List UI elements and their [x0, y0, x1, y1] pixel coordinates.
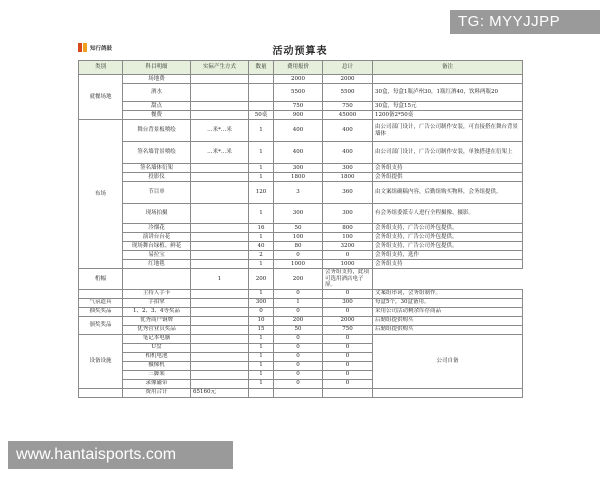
quantity-cell: 300: [249, 298, 274, 307]
budget-table: [78, 60, 523, 398]
table-row: [79, 269, 523, 290]
note-cell: 由公司部门设计，广告公司制作安装，单独搭建在衍架上: [373, 142, 523, 164]
price-cell: 300: [274, 204, 323, 224]
quantity-cell: 120: [249, 182, 274, 204]
total-cell: 0: [323, 352, 373, 361]
price-cell: 1800: [274, 173, 323, 182]
table-row: [79, 204, 523, 224]
method-cell: [191, 370, 249, 379]
quantity-cell: 50桌: [249, 111, 274, 120]
total-row-empty: [274, 388, 323, 397]
table-body: [79, 75, 523, 389]
total-cell: 3200: [323, 242, 373, 251]
quantity-cell: 40: [249, 242, 274, 251]
item-cell: 现场舞台绿植、鲜花: [123, 242, 191, 251]
quantity-cell: 1: [249, 120, 274, 142]
method-cell: [191, 111, 249, 120]
quantity-cell: 1: [191, 269, 249, 290]
table-row: [79, 325, 523, 334]
item-cell: 相机电池: [123, 352, 191, 361]
table-row: [79, 233, 523, 242]
table-row: [79, 260, 523, 269]
note-cell: 会务组支持，此项可选用酒店电子屏。: [323, 269, 373, 290]
note-cell: 由公司部门设计，广告公司制作安装，可直接搭在舞台背景墙体: [373, 120, 523, 142]
header-quantity: 数量: [249, 61, 274, 75]
method-cell: [191, 260, 249, 269]
price-cell: 0: [274, 343, 323, 352]
price-cell: 300: [274, 164, 323, 173]
quantity-cell: 1: [249, 233, 274, 242]
price-cell: 0: [274, 251, 323, 260]
quantity-cell: 1: [249, 142, 274, 164]
note-cell: 30盒，每盒15元: [373, 102, 523, 111]
method-cell: [191, 242, 249, 251]
category-cell: 抽奖奖品: [79, 307, 123, 316]
quantity-cell: 1: [249, 379, 274, 388]
table-row: [79, 164, 523, 173]
total-cell: 0: [323, 379, 373, 388]
item-cell: 优秀营业员奖品: [123, 325, 191, 334]
item-cell: 三脚架: [123, 370, 191, 379]
total-cell: 1800: [323, 173, 373, 182]
total-label: 费用合计: [123, 388, 191, 397]
category-cell: 气氛道具: [79, 298, 123, 307]
price-cell: 900: [274, 111, 323, 120]
item-cell: 餐费: [123, 111, 191, 120]
total-cell: 0: [323, 251, 373, 260]
quantity-cell: 1: [249, 204, 274, 224]
note-cell: 每盒5个，30盒备用。: [373, 298, 523, 307]
method-cell: [191, 182, 249, 204]
method-cell: [191, 251, 249, 260]
total-cell: 5500: [323, 84, 373, 102]
header-price: 费用报价: [274, 61, 323, 75]
table-row: [79, 307, 523, 316]
method-cell: [191, 102, 249, 111]
total-cell: 360: [323, 182, 373, 204]
quantity-cell: 1: [249, 370, 274, 379]
price-cell: 200: [274, 316, 323, 325]
note-cell: 会务组提供: [373, 173, 523, 182]
header-item: 科目明细: [123, 61, 191, 75]
category-cell: 颁奖奖品: [79, 316, 123, 334]
method-cell: [191, 307, 249, 316]
note-cell: 后勤组提供购买: [373, 325, 523, 334]
quantity-cell: 1: [249, 352, 274, 361]
total-row-blank: [79, 388, 123, 397]
price-cell: 0: [274, 307, 323, 316]
table-row: [79, 251, 523, 260]
item-cell: 摄像机: [123, 361, 191, 370]
site-watermark: www.hantaisports.com: [8, 441, 233, 469]
item-cell: 签名墙体衍架: [123, 164, 191, 173]
price-cell: 100: [274, 233, 323, 242]
price-cell: 0: [274, 352, 323, 361]
price-cell: 2000: [274, 75, 323, 84]
total-cell: 0: [323, 334, 373, 343]
table-row: [79, 334, 523, 343]
category-cell: 就餐场地: [79, 75, 123, 120]
item-cell: 甜点: [123, 102, 191, 111]
method-cell: [191, 325, 249, 334]
price-cell: 750: [274, 102, 323, 111]
telegram-badge: TG: MYYJJPP: [450, 10, 600, 34]
table-row: [79, 224, 523, 233]
quantity-cell: 1: [249, 343, 274, 352]
total-cell: 750: [323, 102, 373, 111]
item-cell: 演讲台台花: [123, 233, 191, 242]
note-cell: [373, 75, 523, 84]
table-row: [79, 242, 523, 251]
page-title: 活动预算表: [272, 46, 328, 57]
table-row: [79, 102, 523, 111]
method-cell: …米*…米: [191, 142, 249, 164]
method-cell: [191, 343, 249, 352]
total-cell: 300: [323, 298, 373, 307]
item-cell: 桁幅: [79, 269, 123, 290]
item-cell: 节目单: [123, 182, 191, 204]
quantity-cell: 1: [249, 173, 274, 182]
total-cell: 750: [323, 325, 373, 334]
note-cell: 1200备2*50桌: [373, 111, 523, 120]
price-cell: 5500: [274, 84, 323, 102]
total-cell: 0: [323, 289, 373, 298]
table-row: [79, 111, 523, 120]
note-cell: 会务组支持，广告公司外包提供。: [373, 224, 523, 233]
method-cell: …米*…米: [191, 120, 249, 142]
method-cell: [191, 204, 249, 224]
header-method: 实际产生方式: [191, 61, 249, 75]
item-cell: 优秀商户铜牌: [123, 316, 191, 325]
quantity-cell: 1: [249, 361, 274, 370]
method-cell: [191, 352, 249, 361]
price-cell: 0: [274, 334, 323, 343]
total-cell: 45000: [323, 111, 373, 120]
quantity-cell: 1: [249, 164, 274, 173]
quantity-cell: 1: [249, 289, 274, 298]
item-cell: 场地费: [123, 75, 191, 84]
item-cell: 酒水: [123, 84, 191, 102]
method-cell: [191, 316, 249, 325]
total-cell: 300: [323, 204, 373, 224]
table-row: [79, 289, 523, 298]
item-cell: 主持人手卡: [123, 289, 191, 298]
note-cell: 30盒，每盒1瓶泸州30，1瓶红酒40，饮料两瓶20: [373, 84, 523, 102]
table-row: [79, 120, 523, 142]
item-cell: 录像磁带: [123, 379, 191, 388]
price-cell: 0: [274, 370, 323, 379]
category-cell: 布场: [79, 120, 123, 269]
item-cell: 笔记本电脑: [123, 334, 191, 343]
note-cell: 采用公司活动剩余库存商品: [373, 307, 523, 316]
method-cell: [191, 84, 249, 102]
sheet-header: [78, 42, 522, 60]
total-cell: 800: [323, 224, 373, 233]
method-cell: [123, 269, 191, 290]
quantity-cell: 15: [249, 325, 274, 334]
total-cell: 400: [323, 120, 373, 142]
method-cell: [191, 75, 249, 84]
total-row: [79, 388, 523, 397]
method-cell: [191, 334, 249, 343]
quantity-cell: 16: [249, 224, 274, 233]
price-cell: 0: [274, 289, 323, 298]
table-row: [79, 316, 523, 325]
total-cell: 0: [323, 361, 373, 370]
header-category: 类别: [79, 61, 123, 75]
total-cell: 100: [323, 233, 373, 242]
method-cell: [191, 173, 249, 182]
quantity-cell: 0: [249, 307, 274, 316]
item-cell: 红地毯: [123, 260, 191, 269]
total-cell: 2000: [323, 75, 373, 84]
quantity-cell: [249, 84, 274, 102]
total-row-empty: [323, 388, 373, 397]
method-cell: [191, 164, 249, 173]
total-cell: 400: [323, 142, 373, 164]
price-cell: 1: [274, 298, 323, 307]
total-value: 65160元: [191, 388, 249, 397]
table-row: [79, 298, 523, 307]
table-row: [79, 142, 523, 164]
method-cell: [191, 233, 249, 242]
quantity-cell: 2: [249, 251, 274, 260]
item-cell: 投影仪: [123, 173, 191, 182]
price-cell: 80: [274, 242, 323, 251]
note-cell: 会务组支持，选作: [373, 251, 523, 260]
table-row: [79, 182, 523, 204]
price-cell: 400: [274, 142, 323, 164]
price-cell: 200: [249, 269, 274, 290]
method-cell: [191, 224, 249, 233]
price-cell: 1000: [274, 260, 323, 269]
price-cell: 0: [274, 361, 323, 370]
price-cell: 50: [274, 325, 323, 334]
note-cell: 会务组支持，广告公司外包提供。: [373, 242, 523, 251]
price-cell: 0: [274, 379, 323, 388]
category-cell: 设备设施: [79, 334, 123, 388]
note-cell: 公司自备: [373, 334, 523, 388]
method-cell: [191, 379, 249, 388]
item-cell: 易拉宝: [123, 251, 191, 260]
quantity-cell: [249, 102, 274, 111]
item-cell: 手拍掌: [123, 298, 191, 307]
total-cell: 0: [323, 370, 373, 379]
item-cell: 签名墙背景喷绘: [123, 142, 191, 164]
total-cell: 0: [323, 343, 373, 352]
logo-text: 知行鸽鼓: [90, 45, 113, 52]
item-cell: 现场拍摄: [123, 204, 191, 224]
table-row: [79, 84, 523, 102]
quantity-cell: 1: [249, 260, 274, 269]
table-row: [79, 173, 523, 182]
item-cell: 1、2、3、4等奖品: [123, 307, 191, 316]
category-cell: [79, 289, 123, 298]
method-cell: [191, 298, 249, 307]
total-cell: 300: [323, 164, 373, 173]
total-row-empty: [373, 388, 523, 397]
table-header-row: [79, 61, 523, 75]
price-cell: 400: [274, 120, 323, 142]
total-cell: 0: [323, 307, 373, 316]
item-cell: U盘: [123, 343, 191, 352]
method-cell: [191, 361, 249, 370]
total-row-empty: [249, 388, 274, 397]
note-cell: 后勤组提供购买: [373, 316, 523, 325]
price-cell: 50: [274, 224, 323, 233]
note-cell: 会务组支持: [373, 164, 523, 173]
total-cell: 1000: [323, 260, 373, 269]
quantity-cell: 10: [249, 316, 274, 325]
item-cell: 冷烟花: [123, 224, 191, 233]
price-cell: 3: [274, 182, 323, 204]
budget-sheet: [78, 42, 522, 398]
note-cell: 会务组支持，广告公司外包提供。: [373, 233, 523, 242]
note-cell: 由文案组确稿内容，后勤组购买物料，会务组提供。: [373, 182, 523, 204]
item-cell: 舞台背景板喷绘: [123, 120, 191, 142]
note-cell: 文案组串词，会务组制作。: [373, 289, 523, 298]
table-row: [79, 75, 523, 84]
note-cell: 会务组支持: [373, 260, 523, 269]
header-total: 总计: [323, 61, 373, 75]
method-cell: [191, 289, 249, 298]
quantity-cell: 1: [249, 334, 274, 343]
header-note: 备注: [373, 61, 523, 75]
total-cell: 2000: [323, 316, 373, 325]
total-cell: 200: [274, 269, 323, 290]
note-cell: 有会务组委派专人进行全程摄像、摄影。: [373, 204, 523, 224]
quantity-cell: [249, 75, 274, 84]
